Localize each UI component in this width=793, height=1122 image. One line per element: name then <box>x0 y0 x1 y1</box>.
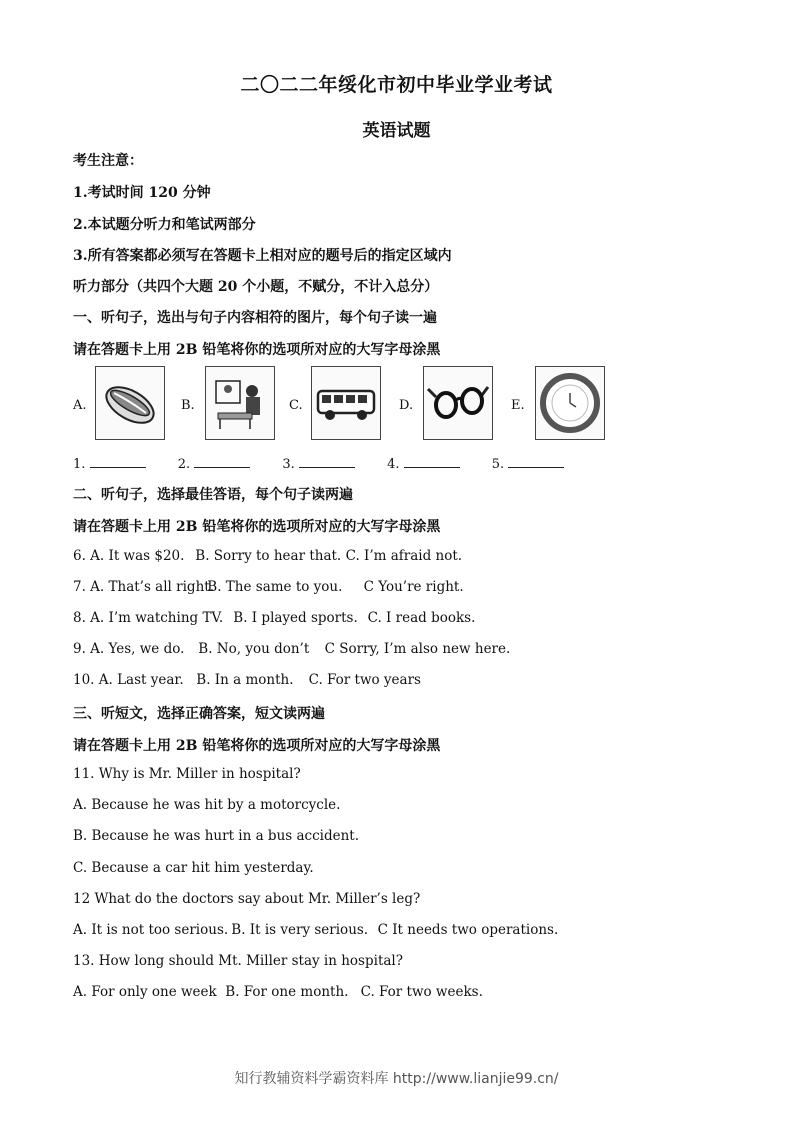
answer-blank[interactable]: 5. <box>492 455 565 472</box>
question-row <box>73 922 558 938</box>
option-c: C. For two years <box>308 672 421 688</box>
option-text: B. Because he was hurt in a bus accident. <box>73 828 360 844</box>
section2-heading: 二、听句子，选择最佳答语，每个句子读两遍 <box>73 487 353 503</box>
option-a: A. For only one week <box>73 984 217 1000</box>
picture-label: C. <box>289 398 303 413</box>
option-b: B. It is very serious. <box>231 922 369 938</box>
option-c: C. I’m afraid not. <box>345 548 463 564</box>
question-row <box>73 579 464 595</box>
section2-instruction: 请在答题卡上用 2B 铅笔将你的选项所对应的大写字母涂黑 <box>73 519 441 535</box>
question-row <box>73 548 462 564</box>
footer-watermark: 知行教辅资料学霸资料库 http://www.lianjie99.cn/ <box>234 1071 559 1087</box>
option-b: B. No, you don’t <box>198 641 310 657</box>
notice-item: 3.所有答案都必须写在答题卡上相对应的题号后的指定区域内 <box>73 248 452 264</box>
option-b: B. Sorry to hear that. <box>195 548 342 564</box>
picture-label: B. <box>181 398 195 413</box>
option-c: C You’re right. <box>363 579 464 595</box>
option-b: B. In a month. <box>196 672 294 688</box>
option-a: 10. A. Last year. <box>73 672 184 688</box>
answer-blank[interactable]: 4. <box>387 455 460 472</box>
hotdog-icon <box>95 366 165 440</box>
answer-blank[interactable]: 2. <box>178 455 251 472</box>
option-a: 8. A. I’m watching TV. <box>73 610 224 626</box>
question-text: 13. How long should Mt. Miller stay in hospital? <box>73 953 403 969</box>
answer-blank[interactable]: 1. <box>73 455 146 472</box>
question-row <box>73 641 510 657</box>
section3-heading: 三、听短文，选择正确答案，短文读两遍 <box>73 706 325 722</box>
answer-blanks <box>73 455 592 472</box>
bus-icon <box>311 366 381 440</box>
notice-item: 2.本试题分听力和笔试两部分 <box>73 217 256 233</box>
option-b: B. I played sports. <box>233 610 358 626</box>
question-row <box>73 672 421 688</box>
section1-heading: 一、听句子，选出与句子内容相符的图片，每个句子读一遍 <box>73 310 437 326</box>
question-text: 12 What do the doctors say about Mr. Miller’s leg? <box>73 891 421 907</box>
picture-options <box>73 366 613 446</box>
notice-item: 1.考试时间 120 分钟 <box>73 185 211 201</box>
option-a: 6. A. It was $20. <box>73 548 185 564</box>
answer-blank[interactable]: 3. <box>282 455 355 472</box>
option-text: C. Because a car hit him yesterday. <box>73 860 314 876</box>
option-b: B. The same to you. <box>207 579 343 595</box>
option-text: A. Because he was hit by a motorcycle. <box>73 797 341 813</box>
question-row <box>73 984 483 1000</box>
page-subtitle: 英语试题 <box>362 121 431 141</box>
option-c: C It needs two operations. <box>377 922 559 938</box>
option-a: 7. A. That’s all right. <box>73 579 214 595</box>
option-a: 9. A. Yes, we do. <box>73 641 185 657</box>
notice-heading: 考生注意： <box>73 153 143 169</box>
picture-label: D. <box>399 398 414 413</box>
question-text: 11. Why is Mr. Miller in hospital? <box>73 766 301 782</box>
option-b: B. For one month. <box>225 984 349 1000</box>
question-row <box>73 610 475 626</box>
clock-icon <box>535 366 605 440</box>
page-title: 二〇二二年绥化市初中毕业学业考试 <box>240 74 553 96</box>
picture-label: A. <box>73 398 87 413</box>
option-a: A. It is not too serious. <box>73 922 229 938</box>
option-c: C Sorry, I’m also new here. <box>324 641 511 657</box>
option-c: C. For two weeks. <box>360 984 483 1000</box>
section3-instruction: 请在答题卡上用 2B 铅笔将你的选项所对应的大写字母涂黑 <box>73 738 441 754</box>
glasses-icon <box>423 366 493 440</box>
listening-intro: 听力部分（共四个大题 20 个小题，不赋分，不计入总分） <box>73 279 439 295</box>
picture-label: E. <box>511 398 525 413</box>
people-at-table-icon <box>205 366 275 440</box>
option-c: C. I read books. <box>367 610 476 626</box>
section1-instruction: 请在答题卡上用 2B 铅笔将你的选项所对应的大写字母涂黑 <box>73 342 441 358</box>
